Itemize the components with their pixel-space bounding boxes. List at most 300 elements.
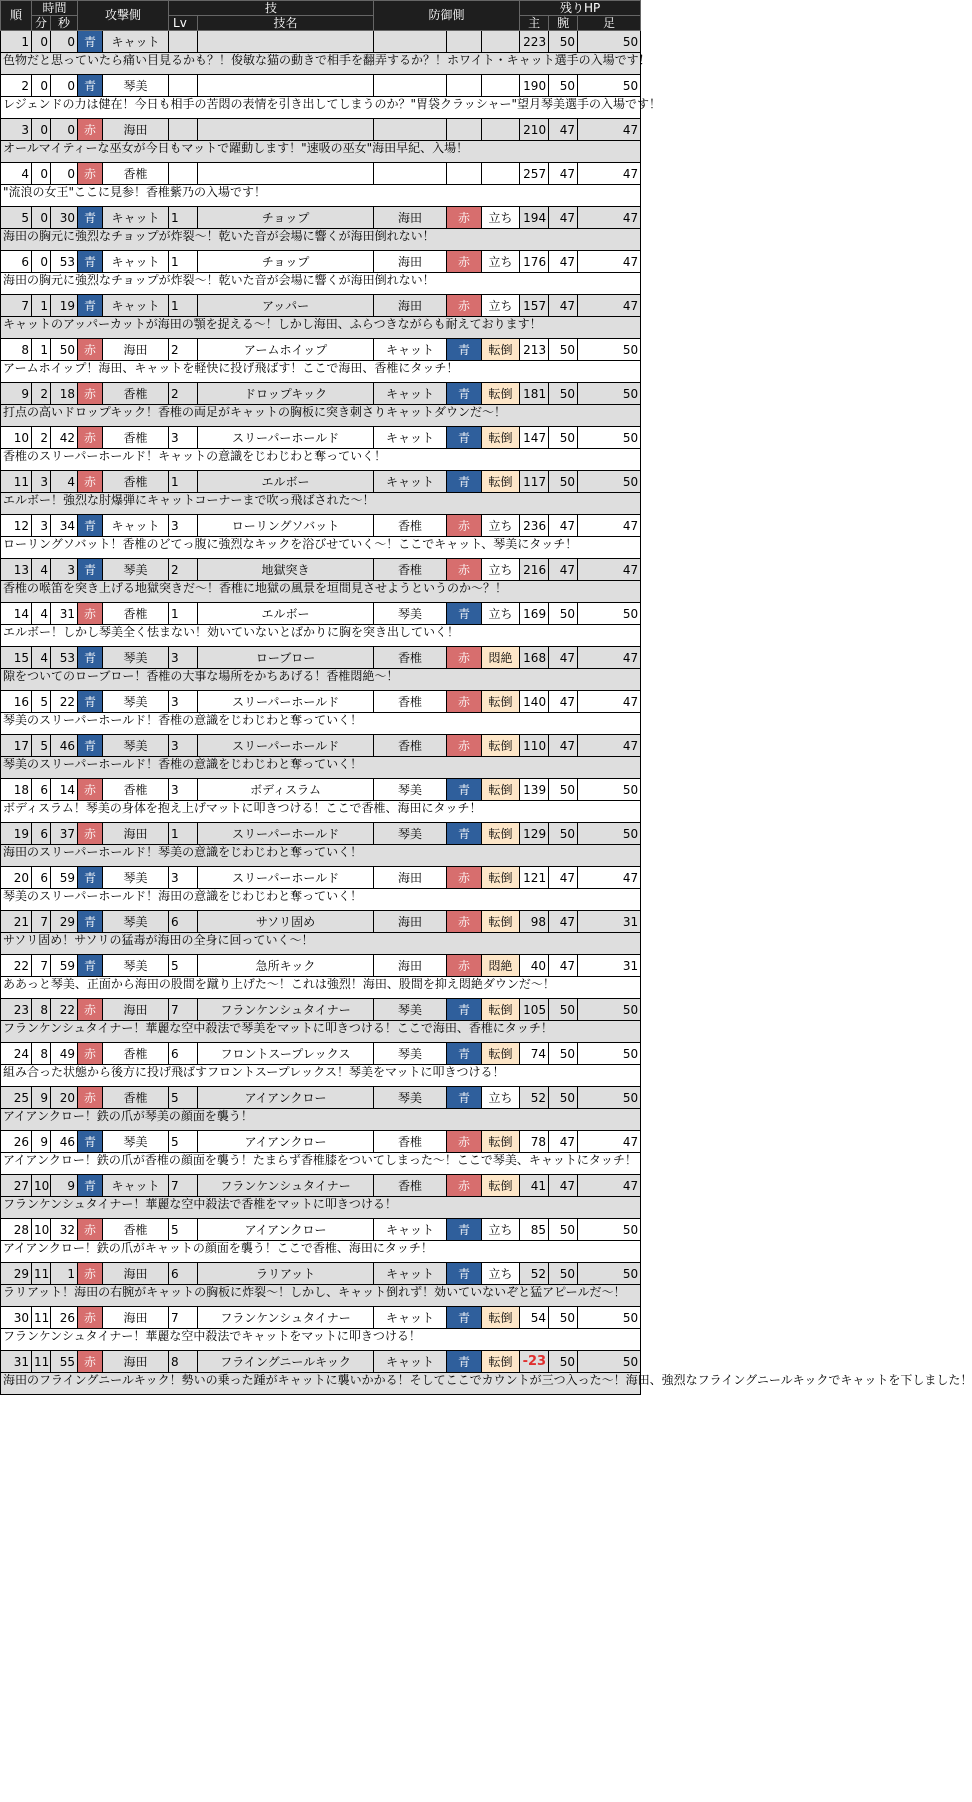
- hp-main-cell: 52: [520, 1263, 549, 1285]
- defender-name-cell: 琴美: [374, 603, 447, 625]
- move-level-cell: 5: [169, 1131, 198, 1153]
- attacker-name-cell: 琴美: [103, 735, 169, 757]
- second-cell: 53: [51, 647, 78, 669]
- minute-cell: 0: [32, 31, 51, 53]
- turn-cell: 6: [1, 251, 32, 273]
- minute-cell: 2: [32, 383, 51, 405]
- commentary-row: [1, 889, 641, 911]
- defender-state-cell: [482, 75, 520, 97]
- attacker-name-cell: 琴美: [103, 955, 169, 977]
- hp-arm-cell: 50: [549, 1307, 578, 1329]
- attacker-side-badge: 赤: [78, 471, 103, 493]
- hp-leg-cell: 50: [578, 31, 641, 53]
- commentary-text: オールマイティーな巫女が今日もマットで躍動します！"速吸の巫女"海田早紀、入場！: [1, 141, 641, 163]
- hp-arm-cell: 47: [549, 207, 578, 229]
- hp-leg-cell: 50: [578, 1043, 641, 1065]
- attacker-name-cell: キャット: [103, 515, 169, 537]
- defender-name-cell: [374, 119, 447, 141]
- attacker-name-cell: キャット: [103, 251, 169, 273]
- minute-cell: 11: [32, 1351, 51, 1373]
- commentary-row: [1, 713, 641, 735]
- hp-leg-cell: 47: [578, 207, 641, 229]
- defender-name-cell: キャット: [374, 1307, 447, 1329]
- hp-leg-cell: 47: [578, 1131, 641, 1153]
- second-cell: 59: [51, 955, 78, 977]
- hp-arm-cell: 47: [549, 911, 578, 933]
- defender-name-cell: キャット: [374, 1351, 447, 1373]
- table-row: [1, 471, 641, 493]
- defender-name-cell: 琴美: [374, 1043, 447, 1065]
- defender-side-badge: 青: [447, 339, 482, 361]
- turn-cell: 28: [1, 1219, 32, 1241]
- turn-cell: 8: [1, 339, 32, 361]
- defender-state-cell: 立ち: [482, 603, 520, 625]
- table-row: [1, 1307, 641, 1329]
- attacker-side-badge: 青: [78, 691, 103, 713]
- defender-state-cell: 立ち: [482, 295, 520, 317]
- move-level-cell: [169, 75, 198, 97]
- move-name-cell: アイアンクロー: [198, 1131, 374, 1153]
- turn-cell: 29: [1, 1263, 32, 1285]
- attacker-side-badge: 青: [78, 559, 103, 581]
- defender-state-cell: 転倒: [482, 1131, 520, 1153]
- commentary-text: サソリ固め！サソリの猛毒が海田の全身に回っていく～！: [1, 933, 641, 955]
- table-row: [1, 251, 641, 273]
- hp-main-cell: 213: [520, 339, 549, 361]
- attacker-side-badge: 赤: [78, 779, 103, 801]
- second-cell: 0: [51, 119, 78, 141]
- move-name-cell: アームホイップ: [198, 339, 374, 361]
- defender-state-cell: 立ち: [482, 207, 520, 229]
- move-level-cell: [169, 31, 198, 53]
- defender-side-badge: 赤: [447, 735, 482, 757]
- defender-side-badge: 青: [447, 1087, 482, 1109]
- turn-cell: 11: [1, 471, 32, 493]
- commentary-text: 琴美のスリーパーホールド！海田の意識をじわじわと奪っていく！: [1, 889, 641, 911]
- attacker-name-cell: 香椎: [103, 1043, 169, 1065]
- minute-cell: 6: [32, 779, 51, 801]
- hp-arm-cell: 50: [549, 1263, 578, 1285]
- defender-state-cell: 転倒: [482, 1307, 520, 1329]
- defender-side-badge: 青: [447, 427, 482, 449]
- header-attacker: 攻撃側: [78, 1, 169, 31]
- commentary-text: ラリアット！海田の右腕がキャットの胸板に炸裂～！しかし、キャット倒れず！効いていないぞと猛アピールだ～！: [1, 1285, 641, 1307]
- header-turn: 順: [1, 1, 32, 31]
- hp-main-cell: 216: [520, 559, 549, 581]
- minute-cell: 8: [32, 1043, 51, 1065]
- defender-side-badge: [447, 31, 482, 53]
- defender-side-badge: 赤: [447, 867, 482, 889]
- attacker-name-cell: 海田: [103, 1351, 169, 1373]
- table-row: [1, 691, 641, 713]
- defender-side-badge: 赤: [447, 295, 482, 317]
- attacker-side-badge: 赤: [78, 1263, 103, 1285]
- move-level-cell: 3: [169, 647, 198, 669]
- move-name-cell: スリーパーホールド: [198, 691, 374, 713]
- minute-cell: 3: [32, 515, 51, 537]
- table-body: [1, 31, 972, 1395]
- move-name-cell: スリーパーホールド: [198, 823, 374, 845]
- move-name-cell: エルボー: [198, 471, 374, 493]
- turn-cell: 13: [1, 559, 32, 581]
- turn-cell: 22: [1, 955, 32, 977]
- move-name-cell: 急所キック: [198, 955, 374, 977]
- move-name-cell: フランケンシュタイナー: [198, 1307, 374, 1329]
- attacker-side-badge: 赤: [78, 1351, 103, 1373]
- attacker-name-cell: 香椎: [103, 383, 169, 405]
- commentary-text: アームホイップ！海田、キャットを軽快に投げ飛ばす！ここで海田、香椎にタッチ！: [1, 361, 641, 383]
- table-row: [1, 911, 641, 933]
- defender-side-badge: 赤: [447, 1175, 482, 1197]
- commentary-text: フランケンシュタイナー！華麗な空中殺法で香椎をマットに叩きつける！: [1, 1197, 641, 1219]
- defender-side-badge: 青: [447, 1263, 482, 1285]
- commentary-text: 隙をついてのローブロー！香椎の大事な場所をかちあげる！香椎悶絶～！: [1, 669, 641, 691]
- minute-cell: 10: [32, 1219, 51, 1241]
- commentary-row: [1, 449, 641, 471]
- table-row: [1, 823, 641, 845]
- hp-main-cell: 121: [520, 867, 549, 889]
- commentary-row: [1, 1329, 641, 1351]
- hp-leg-cell: 31: [578, 955, 641, 977]
- commentary-text: 海田の胸元に強烈なチョップが炸裂～！乾いた音が会場に響くが海田倒れない！: [1, 273, 641, 295]
- commentary-row: [1, 1065, 641, 1087]
- minute-cell: 6: [32, 867, 51, 889]
- commentary-row: [1, 1241, 641, 1263]
- second-cell: 18: [51, 383, 78, 405]
- move-level-cell: 5: [169, 1087, 198, 1109]
- move-level-cell: 3: [169, 867, 198, 889]
- turn-cell: 21: [1, 911, 32, 933]
- attacker-name-cell: 海田: [103, 119, 169, 141]
- attacker-name-cell: 琴美: [103, 1131, 169, 1153]
- second-cell: 0: [51, 75, 78, 97]
- attacker-name-cell: キャット: [103, 295, 169, 317]
- move-level-cell: 6: [169, 1263, 198, 1285]
- move-name-cell: スリーパーホールド: [198, 867, 374, 889]
- defender-side-badge: 青: [447, 999, 482, 1021]
- hp-main-cell: 223: [520, 31, 549, 53]
- attacker-side-badge: 赤: [78, 1087, 103, 1109]
- defender-state-cell: 立ち: [482, 1263, 520, 1285]
- attacker-side-badge: 青: [78, 867, 103, 889]
- attacker-name-cell: 琴美: [103, 559, 169, 581]
- table-row: [1, 955, 641, 977]
- commentary-row: [1, 669, 641, 691]
- attacker-name-cell: 海田: [103, 823, 169, 845]
- commentary-row: [1, 53, 641, 75]
- second-cell: 31: [51, 603, 78, 625]
- second-cell: 46: [51, 1131, 78, 1153]
- commentary-row: [1, 493, 641, 515]
- attacker-side-badge: 青: [78, 207, 103, 229]
- attacker-name-cell: キャット: [103, 1175, 169, 1197]
- attacker-side-badge: 赤: [78, 1219, 103, 1241]
- commentary-text: 色物だと思っていたら痛い目見るかも？！俊敏な猫の動きで相手を翻弄するか？！ホワイト・キャット選手の入場です！: [1, 53, 641, 75]
- hp-main-cell: 147: [520, 427, 549, 449]
- second-cell: 14: [51, 779, 78, 801]
- minute-cell: 9: [32, 1131, 51, 1153]
- hp-leg-cell: 50: [578, 1263, 641, 1285]
- turn-cell: 9: [1, 383, 32, 405]
- hp-arm-cell: 47: [549, 295, 578, 317]
- defender-state-cell: 立ち: [482, 1087, 520, 1109]
- second-cell: 22: [51, 999, 78, 1021]
- second-cell: 55: [51, 1351, 78, 1373]
- turn-cell: 12: [1, 515, 32, 537]
- second-cell: 50: [51, 339, 78, 361]
- table-row: [1, 867, 641, 889]
- move-level-cell: 1: [169, 207, 198, 229]
- table-row: [1, 1219, 641, 1241]
- move-level-cell: 3: [169, 779, 198, 801]
- hp-leg-cell: 50: [578, 1351, 641, 1373]
- hp-leg-cell: 47: [578, 251, 641, 273]
- move-name-cell: サソリ固め: [198, 911, 374, 933]
- commentary-row: [1, 229, 641, 251]
- move-level-cell: [169, 163, 198, 185]
- second-cell: 0: [51, 163, 78, 185]
- hp-leg-cell: 50: [578, 999, 641, 1021]
- defender-state-cell: 転倒: [482, 1043, 520, 1065]
- second-cell: 1: [51, 1263, 78, 1285]
- hp-leg-cell: 31: [578, 911, 641, 933]
- defender-name-cell: 香椎: [374, 1131, 447, 1153]
- move-name-cell: アイアンクロー: [198, 1087, 374, 1109]
- commentary-text: アイアンクロー！鉄の爪が琴美の顔面を襲う！: [1, 1109, 641, 1131]
- defender-name-cell: 海田: [374, 295, 447, 317]
- commentary-text: 香椎のスリーパーホールド！キャットの意識をじわじわと奪っていく！: [1, 449, 641, 471]
- defender-name-cell: [374, 75, 447, 97]
- defender-name-cell: キャット: [374, 1263, 447, 1285]
- move-name-cell: チョップ: [198, 207, 374, 229]
- defender-side-badge: 青: [447, 1307, 482, 1329]
- minute-cell: 1: [32, 295, 51, 317]
- commentary-text: 打点の高いドロップキック！香椎の両足がキャットの胸板に突き刺さりキャットダウンだ～！: [1, 405, 641, 427]
- turn-cell: 17: [1, 735, 32, 757]
- commentary-row: [1, 141, 641, 163]
- minute-cell: 0: [32, 75, 51, 97]
- commentary-text: 香椎の喉笛を突き上げる地獄突きだ～！香椎に地獄の風景を垣間見させようというのか～？！: [1, 581, 641, 603]
- attacker-side-badge: 赤: [78, 427, 103, 449]
- table-row: [1, 75, 641, 97]
- turn-cell: 24: [1, 1043, 32, 1065]
- turn-cell: 18: [1, 779, 32, 801]
- move-name-cell: [198, 163, 374, 185]
- hp-main-cell: 40: [520, 955, 549, 977]
- defender-name-cell: 琴美: [374, 999, 447, 1021]
- hp-main-cell: 194: [520, 207, 549, 229]
- commentary-row: [1, 581, 641, 603]
- commentary-row: [1, 1285, 641, 1307]
- header-time: 時間: [32, 1, 78, 16]
- commentary-row: [1, 757, 641, 779]
- hp-leg-cell: 50: [578, 779, 641, 801]
- table-row: [1, 1175, 641, 1197]
- minute-cell: 3: [32, 471, 51, 493]
- defender-name-cell: 琴美: [374, 779, 447, 801]
- attacker-name-cell: 琴美: [103, 867, 169, 889]
- attacker-side-badge: 赤: [78, 119, 103, 141]
- defender-state-cell: 転倒: [482, 823, 520, 845]
- commentary-text: ああっと琴美、正面から海田の股間を蹴り上げた～！これは強烈！海田、股間を抑え悶絶ダウンだ～！: [1, 977, 641, 999]
- header-hp-main: 主: [520, 16, 549, 31]
- table-row: [1, 427, 641, 449]
- hp-leg-cell: 47: [578, 515, 641, 537]
- move-level-cell: 2: [169, 559, 198, 581]
- move-name-cell: [198, 31, 374, 53]
- turn-cell: 3: [1, 119, 32, 141]
- defender-state-cell: 転倒: [482, 735, 520, 757]
- defender-name-cell: 海田: [374, 207, 447, 229]
- hp-arm-cell: 50: [549, 1087, 578, 1109]
- defender-state-cell: 転倒: [482, 999, 520, 1021]
- attacker-side-badge: 青: [78, 75, 103, 97]
- defender-state-cell: 転倒: [482, 779, 520, 801]
- defender-side-badge: 青: [447, 383, 482, 405]
- defender-name-cell: 海田: [374, 911, 447, 933]
- hp-main-cell: -23: [520, 1351, 549, 1373]
- attacker-name-cell: 香椎: [103, 427, 169, 449]
- hp-leg-cell: 50: [578, 823, 641, 845]
- defender-state-cell: 立ち: [482, 1219, 520, 1241]
- hp-leg-cell: 50: [578, 427, 641, 449]
- defender-name-cell: 海田: [374, 867, 447, 889]
- turn-cell: 31: [1, 1351, 32, 1373]
- turn-cell: 23: [1, 999, 32, 1021]
- attacker-side-badge: 青: [78, 735, 103, 757]
- defender-side-badge: 赤: [447, 647, 482, 669]
- commentary-text: "流浪の女王"ここに見参！香椎紫乃の入場です！: [1, 185, 641, 207]
- commentary-text: エルボー！強烈な肘爆弾にキャットコーナーまで吹っ飛ばされた～！: [1, 493, 641, 515]
- move-level-cell: 3: [169, 515, 198, 537]
- second-cell: 49: [51, 1043, 78, 1065]
- minute-cell: 7: [32, 911, 51, 933]
- defender-name-cell: キャット: [374, 1219, 447, 1241]
- hp-main-cell: 190: [520, 75, 549, 97]
- turn-cell: 15: [1, 647, 32, 669]
- defender-side-badge: [447, 75, 482, 97]
- minute-cell: 11: [32, 1263, 51, 1285]
- defender-state-cell: 転倒: [482, 911, 520, 933]
- move-name-cell: ボディスラム: [198, 779, 374, 801]
- table-row: [1, 119, 641, 141]
- attacker-name-cell: 琴美: [103, 691, 169, 713]
- defender-name-cell: 香椎: [374, 647, 447, 669]
- minute-cell: 4: [32, 647, 51, 669]
- commentary-text: エルボー！しかし琴美全く怯まない！効いていないとばかりに胸を突き出していく！: [1, 625, 641, 647]
- table-row: [1, 1351, 641, 1373]
- hp-main-cell: 236: [520, 515, 549, 537]
- move-name-cell: アイアンクロー: [198, 1219, 374, 1241]
- header-hp: 残りHP: [520, 1, 641, 16]
- hp-arm-cell: 47: [549, 691, 578, 713]
- hp-main-cell: 140: [520, 691, 549, 713]
- hp-arm-cell: 50: [549, 427, 578, 449]
- commentary-text: アイアンクロー！鉄の爪が香椎の顔面を襲う！たまらず香椎膝をついてしまった～！ここで琴美、キャットにタッチ！: [1, 1153, 641, 1175]
- commentary-text: レジェンドの力は健在！今日も相手の苦悶の表情を引き出してしまうのか？"胃袋クラッシャー"望月琴美選手の入場です！: [1, 97, 641, 119]
- move-level-cell: 7: [169, 999, 198, 1021]
- hp-arm-cell: 50: [549, 339, 578, 361]
- commentary-text: 琴美のスリーパーホールド！香椎の意識をじわじわと奪っていく！: [1, 757, 641, 779]
- defender-side-badge: 赤: [447, 207, 482, 229]
- commentary-row: [1, 1109, 641, 1131]
- hp-main-cell: 110: [520, 735, 549, 757]
- hp-arm-cell: 47: [549, 163, 578, 185]
- header-move-name: 技名: [198, 16, 374, 31]
- hp-arm-cell: 50: [549, 1351, 578, 1373]
- move-level-cell: 1: [169, 251, 198, 273]
- defender-name-cell: 琴美: [374, 1087, 447, 1109]
- table-row: [1, 603, 641, 625]
- attacker-side-badge: 青: [78, 647, 103, 669]
- table-row: [1, 515, 641, 537]
- header-min: 分: [32, 16, 51, 31]
- move-level-cell: 5: [169, 955, 198, 977]
- defender-name-cell: キャット: [374, 471, 447, 493]
- move-name-cell: フランケンシュタイナー: [198, 1175, 374, 1197]
- commentary-text: アイアンクロー！鉄の爪がキャットの顔面を襲う！ここで香椎、海田にタッチ！: [1, 1241, 641, 1263]
- minute-cell: 4: [32, 559, 51, 581]
- second-cell: 32: [51, 1219, 78, 1241]
- move-name-cell: 地獄突き: [198, 559, 374, 581]
- hp-leg-cell: 50: [578, 383, 641, 405]
- defender-name-cell: キャット: [374, 427, 447, 449]
- hp-leg-cell: 50: [578, 339, 641, 361]
- attacker-side-badge: 赤: [78, 383, 103, 405]
- attacker-side-badge: 赤: [78, 999, 103, 1021]
- move-name-cell: アッパー: [198, 295, 374, 317]
- commentary-row: [1, 361, 641, 383]
- hp-main-cell: 54: [520, 1307, 549, 1329]
- move-level-cell: [169, 119, 198, 141]
- hp-main-cell: 139: [520, 779, 549, 801]
- second-cell: 4: [51, 471, 78, 493]
- commentary-text: フランケンシュタイナー！華麗な空中殺法でキャットをマットに叩きつける！: [1, 1329, 641, 1351]
- minute-cell: 2: [32, 427, 51, 449]
- move-name-cell: スリーパーホールド: [198, 735, 374, 757]
- hp-main-cell: 41: [520, 1175, 549, 1197]
- defender-state-cell: 転倒: [482, 1351, 520, 1373]
- header-lv: Lv: [169, 16, 198, 31]
- turn-cell: 16: [1, 691, 32, 713]
- defender-name-cell: 香椎: [374, 559, 447, 581]
- turn-cell: 7: [1, 295, 32, 317]
- attacker-side-badge: 赤: [78, 603, 103, 625]
- hp-main-cell: 176: [520, 251, 549, 273]
- commentary-text: 組み合った状態から後方に投げ飛ばすフロントスープレックス！琴美をマットに叩きつける！: [1, 1065, 641, 1087]
- hp-leg-cell: 47: [578, 735, 641, 757]
- defender-state-cell: [482, 31, 520, 53]
- move-level-cell: 2: [169, 383, 198, 405]
- second-cell: 34: [51, 515, 78, 537]
- hp-arm-cell: 47: [549, 1131, 578, 1153]
- commentary-row: [1, 405, 641, 427]
- second-cell: 29: [51, 911, 78, 933]
- hp-arm-cell: 47: [549, 251, 578, 273]
- hp-leg-cell: 50: [578, 1087, 641, 1109]
- attacker-side-badge: 赤: [78, 163, 103, 185]
- defender-state-cell: 転倒: [482, 383, 520, 405]
- minute-cell: 11: [32, 1307, 51, 1329]
- attacker-name-cell: 香椎: [103, 471, 169, 493]
- table-row: [1, 559, 641, 581]
- move-level-cell: 8: [169, 1351, 198, 1373]
- second-cell: 42: [51, 427, 78, 449]
- second-cell: 20: [51, 1087, 78, 1109]
- attacker-name-cell: 香椎: [103, 1219, 169, 1241]
- commentary-row: [1, 1153, 641, 1175]
- table-row: [1, 295, 641, 317]
